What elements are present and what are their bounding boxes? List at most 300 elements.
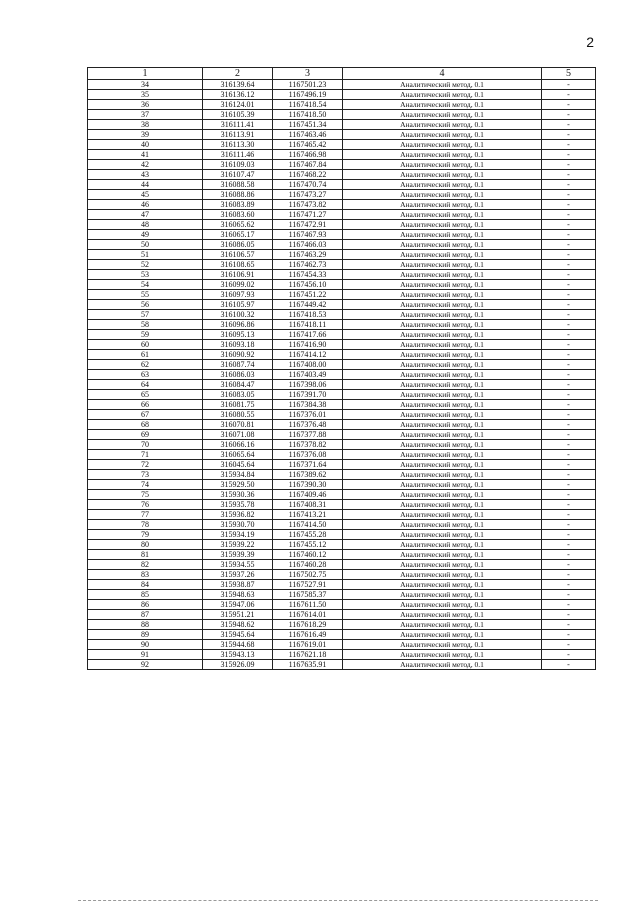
cell-accuracy: - [542,280,596,290]
cell-x-coordinate: 315934.84 [203,470,273,480]
cell-y-coordinate: 1167621.18 [273,650,343,660]
cell-accuracy: - [542,540,596,550]
cell-point-number: 81 [88,550,203,560]
table-row [88,180,596,190]
cell-point-number: 70 [88,440,203,450]
cell-x-coordinate: 316083.89 [203,200,273,210]
cell-accuracy: - [542,130,596,140]
cell-y-coordinate: 1167585.37 [273,590,343,600]
table-row [88,420,596,430]
cell-x-coordinate: 315930.36 [203,490,273,500]
cell-x-coordinate: 315926.09 [203,660,273,670]
cell-y-coordinate: 1167472.91 [273,220,343,230]
table-row [88,350,596,360]
cell-accuracy: - [542,370,596,380]
cell-point-number: 74 [88,480,203,490]
cell-method: Аналитический метод, 0.1 [343,90,542,100]
cell-x-coordinate: 316084.47 [203,380,273,390]
table-row [88,170,596,180]
table-row [88,140,596,150]
cell-y-coordinate: 1167418.53 [273,310,343,320]
table-row [88,630,596,640]
table-row [88,320,596,330]
cell-method: Аналитический метод, 0.1 [343,440,542,450]
cell-x-coordinate: 315939.22 [203,540,273,550]
cell-accuracy: - [542,100,596,110]
cell-accuracy: - [542,110,596,120]
cell-point-number: 48 [88,220,203,230]
cell-method: Аналитический метод, 0.1 [343,350,542,360]
table-row [88,370,596,380]
table-row [88,120,596,130]
table-row [88,510,596,520]
cell-point-number: 73 [88,470,203,480]
cell-accuracy: - [542,460,596,470]
cell-method: Аналитический метод, 0.1 [343,470,542,480]
cell-x-coordinate: 316097.93 [203,290,273,300]
cell-method: Аналитический метод, 0.1 [343,180,542,190]
cell-x-coordinate: 316113.30 [203,140,273,150]
cell-method: Аналитический метод, 0.1 [343,100,542,110]
cell-x-coordinate: 315947.06 [203,600,273,610]
cell-accuracy: - [542,510,596,520]
cell-y-coordinate: 1167418.50 [273,110,343,120]
cell-method: Аналитический метод, 0.1 [343,460,542,470]
table-body [88,80,596,670]
cell-method: Аналитический метод, 0.1 [343,480,542,490]
cell-accuracy: - [542,430,596,440]
cell-x-coordinate: 315937.26 [203,570,273,580]
table-row [88,570,596,580]
cell-y-coordinate: 1167635.91 [273,660,343,670]
cell-point-number: 85 [88,590,203,600]
cell-method: Аналитический метод, 0.1 [343,190,542,200]
cell-point-number: 35 [88,90,203,100]
cell-method: Аналитический метод, 0.1 [343,80,542,90]
cell-x-coordinate: 316086.05 [203,240,273,250]
cell-method: Аналитический метод, 0.1 [343,360,542,370]
cell-x-coordinate: 315945.64 [203,630,273,640]
cell-point-number: 38 [88,120,203,130]
cell-x-coordinate: 316083.05 [203,390,273,400]
cell-point-number: 77 [88,510,203,520]
cell-point-number: 39 [88,130,203,140]
cell-y-coordinate: 1167451.34 [273,120,343,130]
cell-y-coordinate: 1167377.88 [273,430,343,440]
cell-accuracy: - [542,490,596,500]
table-row [88,310,596,320]
table-row [88,650,596,660]
cell-x-coordinate: 316088.86 [203,190,273,200]
cell-x-coordinate: 316090.92 [203,350,273,360]
table-row [88,450,596,460]
cell-point-number: 47 [88,210,203,220]
cell-y-coordinate: 1167502.75 [273,570,343,580]
cell-y-coordinate: 1167462.73 [273,260,343,270]
cell-method: Аналитический метод, 0.1 [343,520,542,530]
cell-x-coordinate: 315951.21 [203,610,273,620]
table-row [88,390,596,400]
cell-method: Аналитический метод, 0.1 [343,630,542,640]
cell-y-coordinate: 1167473.27 [273,190,343,200]
cell-x-coordinate: 316070.81 [203,420,273,430]
cell-point-number: 82 [88,560,203,570]
cell-y-coordinate: 1167463.46 [273,130,343,140]
cell-x-coordinate: 315930.70 [203,520,273,530]
cell-accuracy: - [542,350,596,360]
cell-x-coordinate: 316088.58 [203,180,273,190]
cell-method: Аналитический метод, 0.1 [343,320,542,330]
cell-y-coordinate: 1167408.31 [273,500,343,510]
cell-method: Аналитический метод, 0.1 [343,300,542,310]
cell-y-coordinate: 1167614.01 [273,610,343,620]
table-row [88,580,596,590]
cell-accuracy: - [542,440,596,450]
cell-method: Аналитический метод, 0.1 [343,660,542,670]
cell-x-coordinate: 316111.41 [203,120,273,130]
cell-x-coordinate: 316065.62 [203,220,273,230]
cell-accuracy: - [542,230,596,240]
cell-x-coordinate: 316113.91 [203,130,273,140]
table-row [88,260,596,270]
cell-x-coordinate: 316080.55 [203,410,273,420]
cell-y-coordinate: 1167376.01 [273,410,343,420]
cell-x-coordinate: 315944.68 [203,640,273,650]
cell-y-coordinate: 1167414.50 [273,520,343,530]
cell-accuracy: - [542,290,596,300]
table-row [88,660,596,670]
cell-accuracy: - [542,520,596,530]
cell-point-number: 52 [88,260,203,270]
cell-accuracy: - [542,80,596,90]
cell-y-coordinate: 1167418.54 [273,100,343,110]
cell-accuracy: - [542,260,596,270]
table-row [88,400,596,410]
cell-x-coordinate: 316045.64 [203,460,273,470]
cell-point-number: 68 [88,420,203,430]
table-row [88,250,596,260]
cell-method: Аналитический метод, 0.1 [343,240,542,250]
cell-x-coordinate: 316095.13 [203,330,273,340]
cell-point-number: 67 [88,410,203,420]
cell-x-coordinate: 316071.08 [203,430,273,440]
cell-accuracy: - [542,650,596,660]
cell-accuracy: - [542,600,596,610]
table-row [88,480,596,490]
table-row [88,530,596,540]
table-row [88,190,596,200]
table-row [88,440,596,450]
table-row [88,340,596,350]
cell-y-coordinate: 1167413.21 [273,510,343,520]
cell-y-coordinate: 1167466.98 [273,150,343,160]
cell-point-number: 40 [88,140,203,150]
cell-accuracy: - [542,310,596,320]
cell-accuracy: - [542,390,596,400]
table-row [88,90,596,100]
cell-point-number: 84 [88,580,203,590]
cell-x-coordinate: 316111.46 [203,150,273,160]
cell-accuracy: - [542,660,596,670]
cell-accuracy: - [542,590,596,600]
cell-y-coordinate: 1167455.28 [273,530,343,540]
cell-y-coordinate: 1167496.19 [273,90,343,100]
cell-accuracy: - [542,200,596,210]
cell-y-coordinate: 1167466.03 [273,240,343,250]
cell-accuracy: - [542,570,596,580]
cell-method: Аналитический метод, 0.1 [343,210,542,220]
cell-x-coordinate: 316099.02 [203,280,273,290]
table-row [88,470,596,480]
cell-point-number: 71 [88,450,203,460]
cell-point-number: 62 [88,360,203,370]
cell-y-coordinate: 1167390.30 [273,480,343,490]
cell-point-number: 72 [88,460,203,470]
cell-method: Аналитический метод, 0.1 [343,230,542,240]
cell-method: Аналитический метод, 0.1 [343,560,542,570]
table-row [88,610,596,620]
cell-y-coordinate: 1167616.49 [273,630,343,640]
cell-method: Аналитический метод, 0.1 [343,140,542,150]
cell-accuracy: - [542,340,596,350]
table-row [88,590,596,600]
cell-y-coordinate: 1167414.12 [273,350,343,360]
cell-method: Аналитический метод, 0.1 [343,200,542,210]
cell-x-coordinate: 316087.74 [203,360,273,370]
cell-method: Аналитический метод, 0.1 [343,420,542,430]
table-row [88,110,596,120]
cell-x-coordinate: 315943.13 [203,650,273,660]
bottom-rule [78,900,598,901]
cell-method: Аналитический метод, 0.1 [343,580,542,590]
cell-accuracy: - [542,580,596,590]
cell-y-coordinate: 1167408.00 [273,360,343,370]
table-row [88,210,596,220]
cell-point-number: 76 [88,500,203,510]
cell-x-coordinate: 316093.18 [203,340,273,350]
cell-method: Аналитический метод, 0.1 [343,600,542,610]
cell-method: Аналитический метод, 0.1 [343,450,542,460]
cell-y-coordinate: 1167378.82 [273,440,343,450]
cell-x-coordinate: 316066.16 [203,440,273,450]
cell-x-coordinate: 316096.86 [203,320,273,330]
page-number: 2 [586,34,594,50]
cell-y-coordinate: 1167418.11 [273,320,343,330]
cell-accuracy: - [542,450,596,460]
cell-y-coordinate: 1167398.06 [273,380,343,390]
cell-accuracy: - [542,410,596,420]
cell-y-coordinate: 1167467.84 [273,160,343,170]
cell-method: Аналитический метод, 0.1 [343,590,542,600]
cell-accuracy: - [542,190,596,200]
table-row [88,540,596,550]
cell-y-coordinate: 1167451.22 [273,290,343,300]
cell-x-coordinate: 315934.55 [203,560,273,570]
cell-y-coordinate: 1167454.33 [273,270,343,280]
table-row [88,130,596,140]
cell-x-coordinate: 316083.60 [203,210,273,220]
cell-point-number: 37 [88,110,203,120]
cell-point-number: 65 [88,390,203,400]
cell-x-coordinate: 316108.65 [203,260,273,270]
table-row [88,220,596,230]
cell-point-number: 91 [88,650,203,660]
cell-method: Аналитический метод, 0.1 [343,650,542,660]
cell-accuracy: - [542,500,596,510]
cell-accuracy: - [542,160,596,170]
cell-y-coordinate: 1167468.22 [273,170,343,180]
cell-y-coordinate: 1167456.10 [273,280,343,290]
cell-method: Аналитический метод, 0.1 [343,410,542,420]
table-row [88,430,596,440]
cell-method: Аналитический метод, 0.1 [343,250,542,260]
table-row [88,620,596,630]
cell-x-coordinate: 315948.62 [203,620,273,630]
cell-y-coordinate: 1167371.64 [273,460,343,470]
cell-accuracy: - [542,380,596,390]
column-header-2: 2 [203,68,273,80]
cell-point-number: 53 [88,270,203,280]
cell-method: Аналитический метод, 0.1 [343,150,542,160]
cell-x-coordinate: 315935.78 [203,500,273,510]
cell-y-coordinate: 1167376.08 [273,450,343,460]
cell-x-coordinate: 316124.01 [203,100,273,110]
column-header-5: 5 [542,68,596,80]
cell-y-coordinate: 1167391.70 [273,390,343,400]
cell-y-coordinate: 1167455.12 [273,540,343,550]
cell-x-coordinate: 316086.03 [203,370,273,380]
table-row [88,640,596,650]
cell-y-coordinate: 1167619.01 [273,640,343,650]
cell-accuracy: - [542,210,596,220]
cell-point-number: 41 [88,150,203,160]
cell-x-coordinate: 316109.03 [203,160,273,170]
table-row [88,150,596,160]
cell-y-coordinate: 1167465.42 [273,140,343,150]
cell-method: Аналитический метод, 0.1 [343,380,542,390]
cell-x-coordinate: 315929.50 [203,480,273,490]
cell-accuracy: - [542,320,596,330]
cell-method: Аналитический метод, 0.1 [343,620,542,630]
cell-accuracy: - [542,220,596,230]
table-row [88,300,596,310]
cell-accuracy: - [542,480,596,490]
cell-point-number: 86 [88,600,203,610]
cell-y-coordinate: 1167384.38 [273,400,343,410]
cell-method: Аналитический метод, 0.1 [343,430,542,440]
cell-accuracy: - [542,470,596,480]
cell-point-number: 43 [88,170,203,180]
table-row [88,410,596,420]
cell-point-number: 58 [88,320,203,330]
cell-x-coordinate: 316136.12 [203,90,273,100]
table-row [88,380,596,390]
cell-y-coordinate: 1167501.23 [273,80,343,90]
cell-point-number: 66 [88,400,203,410]
cell-y-coordinate: 1167471.27 [273,210,343,220]
cell-x-coordinate: 315939.39 [203,550,273,560]
cell-y-coordinate: 1167417.66 [273,330,343,340]
cell-point-number: 90 [88,640,203,650]
cell-x-coordinate: 316065.17 [203,230,273,240]
cell-method: Аналитический метод, 0.1 [343,170,542,180]
cell-method: Аналитический метод, 0.1 [343,290,542,300]
cell-method: Аналитический метод, 0.1 [343,120,542,130]
cell-accuracy: - [542,400,596,410]
cell-y-coordinate: 1167389.62 [273,470,343,480]
cell-point-number: 49 [88,230,203,240]
table-row [88,290,596,300]
cell-point-number: 80 [88,540,203,550]
cell-point-number: 92 [88,660,203,670]
cell-accuracy: - [542,360,596,370]
cell-method: Аналитический метод, 0.1 [343,490,542,500]
cell-x-coordinate: 316100.32 [203,310,273,320]
cell-point-number: 60 [88,340,203,350]
cell-accuracy: - [542,330,596,340]
cell-point-number: 54 [88,280,203,290]
table-row [88,80,596,90]
cell-method: Аналитический метод, 0.1 [343,510,542,520]
cell-method: Аналитический метод, 0.1 [343,130,542,140]
cell-accuracy: - [542,420,596,430]
cell-accuracy: - [542,560,596,570]
cell-point-number: 78 [88,520,203,530]
cell-point-number: 79 [88,530,203,540]
cell-y-coordinate: 1167460.28 [273,560,343,570]
table-row [88,160,596,170]
cell-point-number: 59 [88,330,203,340]
cell-accuracy: - [542,140,596,150]
cell-y-coordinate: 1167611.50 [273,600,343,610]
table-row [88,600,596,610]
cell-method: Аналитический метод, 0.1 [343,400,542,410]
table-row [88,240,596,250]
table-row [88,360,596,370]
cell-y-coordinate: 1167618.29 [273,620,343,630]
cell-y-coordinate: 1167416.90 [273,340,343,350]
cell-point-number: 36 [88,100,203,110]
cell-point-number: 55 [88,290,203,300]
cell-accuracy: - [542,630,596,640]
table-header-row [88,68,596,80]
cell-x-coordinate: 315948.63 [203,590,273,600]
table-row [88,550,596,560]
cell-method: Аналитический метод, 0.1 [343,110,542,120]
cell-y-coordinate: 1167449.42 [273,300,343,310]
cell-method: Аналитический метод, 0.1 [343,220,542,230]
cell-method: Аналитический метод, 0.1 [343,530,542,540]
cell-method: Аналитический метод, 0.1 [343,260,542,270]
cell-x-coordinate: 316081.75 [203,400,273,410]
cell-method: Аналитический метод, 0.1 [343,610,542,620]
table-row [88,500,596,510]
cell-accuracy: - [542,120,596,130]
cell-point-number: 45 [88,190,203,200]
cell-point-number: 51 [88,250,203,260]
cell-accuracy: - [542,90,596,100]
cell-method: Аналитический метод, 0.1 [343,340,542,350]
cell-method: Аналитический метод, 0.1 [343,570,542,580]
cell-accuracy: - [542,150,596,160]
cell-y-coordinate: 1167467.93 [273,230,343,240]
table-row [88,280,596,290]
cell-point-number: 56 [88,300,203,310]
cell-point-number: 46 [88,200,203,210]
cell-x-coordinate: 316107.47 [203,170,273,180]
cell-x-coordinate: 316106.57 [203,250,273,260]
cell-method: Аналитический метод, 0.1 [343,280,542,290]
